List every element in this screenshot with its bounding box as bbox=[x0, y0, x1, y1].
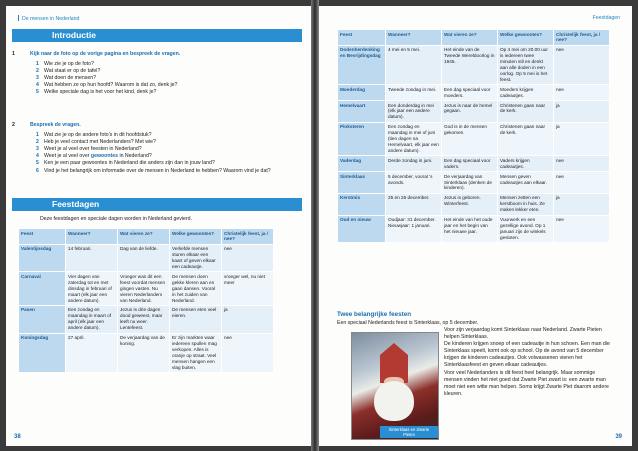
feest-name-cell: Pasen bbox=[19, 305, 66, 333]
table-cell: Er zijn markten waar iedereen spullen mag verkopen. Alles is oranje op straat. Veel mensen hangen een vlag buiten. bbox=[170, 333, 222, 372]
question-item bbox=[12, 89, 302, 96]
table-cell: Vaders krijgen cadeautjes. bbox=[498, 156, 554, 172]
table-cell: Een zondag en maandag in maart of april (elk jaar een andere datum). bbox=[66, 305, 118, 333]
question-item-text: Weet je al veel over gewoontes in Nederland? bbox=[44, 153, 152, 160]
table-cell: Jezus is geboren. Winterfeest. bbox=[442, 193, 498, 215]
question-2: 2 Bespreek de vragen. 1 Wat zie je op de andere foto's in dit hoofdstuk? 2 Heb je veel contact met Nederlanders? Met wie? 3 Weet je al veel over feesten in Nederland? 4 Weet je al veel over gewoontes in Nederland? 5 Ken je een paar gewoontes in Nederland die anders zijn dan in jouw land? 6 Vind je het belangrijk om informatie over de mensen in Nederland te hebben? Waarom vind je dat? bbox=[12, 122, 302, 175]
question-item-text: Wat hebben ze op hun hoofd? Waarom is dat zo, denk je? bbox=[44, 82, 178, 89]
section-title-introductie: Introductie bbox=[12, 29, 302, 42]
table-header-cell: Wanneer? bbox=[66, 229, 118, 245]
page-number-right: 39 bbox=[615, 434, 622, 440]
body-paragraph: Voor veel Nederlanders is dit feest heel belangrijk. Maar sommige mensen vinden het niet goed dat Zwarte Piet zwart is: een zwarte man moet niet een witte man helpen. Soms krijgt Zwarte Piet daarom andere kleuren. bbox=[444, 369, 609, 397]
question-item-number: 4 bbox=[36, 153, 39, 160]
feest-name-cell: Hemelvaart bbox=[338, 101, 386, 123]
table-header-cell: Feest bbox=[19, 229, 66, 245]
feest-name-cell: Moederdag bbox=[338, 85, 386, 101]
question-item bbox=[12, 75, 302, 82]
running-head-right: Feestdagen bbox=[592, 15, 620, 21]
question-item bbox=[12, 146, 302, 153]
question-item-number: 2 bbox=[36, 68, 39, 75]
table-cell: ja bbox=[222, 305, 274, 333]
left-page bbox=[6, 6, 311, 446]
table-cell: nee bbox=[222, 333, 274, 372]
question-item bbox=[12, 68, 302, 75]
table-header-cell: Wat vieren ze? bbox=[442, 30, 498, 46]
running-head-left: De mensen in Nederland bbox=[18, 15, 79, 22]
table-cell: De verjaardag van de koning. bbox=[118, 333, 170, 372]
table-cell: Jezus is drie dagen dood geweest, maar leeft nu weer. Lentefeest. bbox=[118, 305, 170, 333]
table-cell: Vuurwerk en een gezellige avond. Op 1 januari zijn de winkels gesloten. bbox=[498, 215, 554, 243]
question-1-title: Kijk naar de foto op de vorige pagina en bespreek de vragen. bbox=[30, 51, 181, 57]
table-cell: nee bbox=[554, 156, 610, 172]
table-cell: De mensen eten veel eieren. bbox=[170, 305, 222, 333]
highlighted-word: gewoontes bbox=[90, 153, 118, 160]
feest-name-cell: Koningsdag bbox=[19, 333, 66, 372]
table-cell: 5 december, vooral 's avonds. bbox=[386, 172, 442, 194]
feest-name-cell: Valentijnsdag bbox=[19, 244, 66, 272]
question-item-text: Welke speciale dag is het voor het kind, denk je? bbox=[44, 89, 157, 96]
table-cell: Vroeger was dit een feest voordat mensen gingen vasten. Nu vieren Nederlanders van Nederland. bbox=[118, 272, 170, 306]
table-cell: ja bbox=[554, 101, 610, 123]
table-row bbox=[19, 272, 274, 306]
body-paragraph: De kinderen krijgen snoep of een cadeautje in hun schoen. Een man die Sinterklaas speelt, komt ook op school. Op de avond van 5 december krijgen de kinderen cadeautjes. Ook volwassenen vieren het Sinterklaasfeest en geven elkaar cadeautjes. bbox=[444, 341, 610, 369]
table-cell: Tweede zondag in mei. bbox=[386, 85, 442, 101]
question-item bbox=[12, 153, 302, 160]
feest-name-cell: Vaderdag bbox=[338, 156, 386, 172]
question-item-text: Wat doen de mensen? bbox=[44, 75, 97, 82]
question-item-number: 4 bbox=[36, 82, 39, 89]
feest-name-cell: Dodenherdenking en Bevrijdingsdag bbox=[338, 45, 386, 84]
table-cell: De mensen doen gekke kleren aan en gaan dansen. Vooral in het zuiden van Nederland. bbox=[170, 272, 222, 306]
sinterklaas-intro: Een speciaal Nederlands feest is Sinterklaas, op 5 december. bbox=[337, 320, 479, 326]
question-item-number: 5 bbox=[36, 89, 39, 96]
table-header-cell: Welke gewoontes? bbox=[498, 30, 554, 46]
feest-name-cell: Pinksteren bbox=[338, 122, 386, 156]
table-cell: Een dag speciaal voor vaders. bbox=[442, 156, 498, 172]
table-cell: Mensen zetten een kerstboom in huis. Ze maken lekker eten. bbox=[498, 193, 554, 215]
table-cell: Dag van de liefde. bbox=[118, 244, 170, 272]
table-cell: Oudjaar: 31 december. Nieuwjaar: 1 januari. bbox=[386, 215, 442, 243]
table-cell: vroeger wel, nu niet meer bbox=[222, 272, 274, 306]
table-row bbox=[338, 172, 610, 194]
feest-name-cell: Carnaval bbox=[19, 272, 66, 306]
table-row bbox=[338, 122, 610, 156]
table-cell: Derde zondag in juni. bbox=[386, 156, 442, 172]
question-item bbox=[12, 160, 302, 167]
question-item bbox=[12, 132, 302, 139]
question-item-number: 2 bbox=[36, 139, 39, 146]
question-2-title: Bespreek de vragen. bbox=[30, 122, 81, 128]
table-row bbox=[338, 85, 610, 101]
question-item-text: Wie zie je op de foto? bbox=[44, 61, 94, 68]
table-cell: nee bbox=[222, 244, 274, 272]
table-cell: 14 februari. bbox=[66, 244, 118, 272]
question-item-number: 1 bbox=[36, 61, 39, 68]
question-item-text: Heb je veel contact met Nederlanders? Met wie? bbox=[44, 139, 156, 146]
question-item-number: 6 bbox=[36, 167, 39, 174]
question-item-number: 1 bbox=[36, 132, 39, 139]
question-item-number: 3 bbox=[36, 75, 39, 82]
right-page bbox=[319, 6, 632, 446]
table-cell: Op 4 mei om 20.00 uur is iedereen twee minuten stil en denkt aan alle doden in een oorlog. Op 5 mei is het feest. bbox=[498, 45, 554, 84]
table-cell: nee bbox=[554, 85, 610, 101]
question-item bbox=[12, 61, 302, 68]
table-cell: ja bbox=[554, 193, 610, 215]
table-row bbox=[338, 193, 610, 215]
question-item-number: 5 bbox=[36, 160, 39, 167]
question-item-text: Ken je een paar gewoontes in Nederland die anders zijn dan in jouw land? bbox=[44, 160, 215, 167]
table-cell: Christenen gaan naar de kerk. bbox=[498, 101, 554, 123]
table-cell: Jezus is naar de hemel gegaan. bbox=[442, 101, 498, 123]
table-cell: nee bbox=[554, 45, 610, 84]
table-header-cell: Welke gewoontes? bbox=[170, 229, 222, 245]
feest-name-cell: Oud en nieuw bbox=[338, 215, 386, 243]
table-header-cell: Wanneer? bbox=[386, 30, 442, 46]
sinterklaas-photo bbox=[351, 332, 439, 440]
table-cell: Een donderdag in mei (elk jaar een andere datum). bbox=[386, 101, 442, 123]
question-item-text: Weet je al veel over feesten in Nederland? bbox=[44, 146, 142, 153]
question-item bbox=[12, 139, 302, 146]
table-cell: 25 en 26 december. bbox=[386, 193, 442, 215]
table-cell: Een zondag en maandag in mei of juni (tien dagen na Hemelvaart, elk jaar een andere datum). bbox=[386, 122, 442, 156]
table-row bbox=[338, 215, 610, 243]
table-cell: Vier dagen van zaterdag tot en met dinsdag in februari of maart (elk jaar een andere datum). bbox=[66, 272, 118, 306]
table-cell: Het einde van het oude jaar en het begin van het nieuwe jaar. bbox=[442, 215, 498, 243]
table-header-cell: Christelijk feest, ja / nee? bbox=[222, 229, 274, 245]
table-cell: 4 mei en 5 mei. bbox=[386, 45, 442, 84]
body-paragraph: Voor zijn verjaardag komt Sinterklaas naar Nederland. Zwarte Pieten helpen Sinterklaas. bbox=[444, 327, 602, 341]
feest-name-cell: Sinterklaas bbox=[338, 172, 386, 194]
question-1: 1 Kijk naar de foto op de vorige pagina en bespreek de vragen. 1 Wie zie je op de foto? 2 Wat staat er op de tafel? 3 Wat doen de mensen? 4 Wat hebben ze op hun hoofd? Waarom is dat zo, denk je? 5 Welke speciale dag is het voor het kind, denk je? bbox=[12, 51, 302, 97]
table-cell: Het einde van de Tweede Wereldoorlog in 1945. bbox=[442, 45, 498, 84]
table-cell: Mensen geven cadeautjes aan elkaar. bbox=[498, 172, 554, 194]
table-row bbox=[338, 101, 610, 123]
question-item-text: Vind je het belangrijk om informatie over de mensen in Nederland te hebben? Waarom vind je dat? bbox=[44, 167, 271, 174]
sinterklaas-body-text bbox=[444, 327, 614, 398]
photo-caption: Sinterklaas en Zwarte Pieten bbox=[380, 426, 438, 438]
table-cell: nee bbox=[554, 172, 610, 194]
table-row bbox=[19, 305, 274, 333]
table-cell: Verliefde mensen sturen elkaar een kaart of geven elkaar een cadeautje. bbox=[170, 244, 222, 272]
question-item bbox=[12, 168, 302, 175]
table-cell: De verjaardag van Sinterklaas (denken de kinderen). bbox=[442, 172, 498, 194]
feestdagen-intro: Deze feestdagen en speciale dagen worden in Nederland gevierd. bbox=[40, 216, 192, 222]
feest-name-cell: Kerstmis bbox=[338, 193, 386, 215]
table-row bbox=[338, 45, 610, 84]
feestdagen-table-right bbox=[337, 29, 610, 243]
table-cell: 27 april. bbox=[66, 333, 118, 372]
subheading-twee-belangrijke-feesten: Twee belangrijke feesten bbox=[337, 311, 412, 318]
table-cell: nee bbox=[554, 215, 610, 243]
question-item bbox=[12, 82, 302, 89]
table-row bbox=[338, 156, 610, 172]
table-cell: Christenen gaan naar de kerk. bbox=[498, 122, 554, 156]
table-cell: ja bbox=[554, 122, 610, 156]
table-header-cell: Wat vieren ze? bbox=[118, 229, 170, 245]
page-number-left: 38 bbox=[14, 434, 21, 440]
feestdagen-table-left bbox=[18, 228, 274, 373]
table-cell: God is in de mensen gekomen. bbox=[442, 122, 498, 156]
question-item-text: Wat zie je op de andere foto's in dit hoofdstuk? bbox=[44, 132, 152, 139]
table-cell: Een dag speciaal voor moeders. bbox=[442, 85, 498, 101]
section-title-feestdagen: Feestdagen bbox=[12, 198, 302, 211]
book-spine bbox=[311, 0, 319, 451]
question-item-number: 3 bbox=[36, 146, 39, 153]
table-header-cell: Christelijk feest, ja / nee? bbox=[554, 30, 610, 46]
question-item-text: Wat staat er op de tafel? bbox=[44, 68, 101, 75]
table-row bbox=[19, 244, 274, 272]
table-row bbox=[19, 333, 274, 372]
table-cell: Moeders krijgen cadeautjes. bbox=[498, 85, 554, 101]
table-header-cell: Feest bbox=[338, 30, 386, 46]
